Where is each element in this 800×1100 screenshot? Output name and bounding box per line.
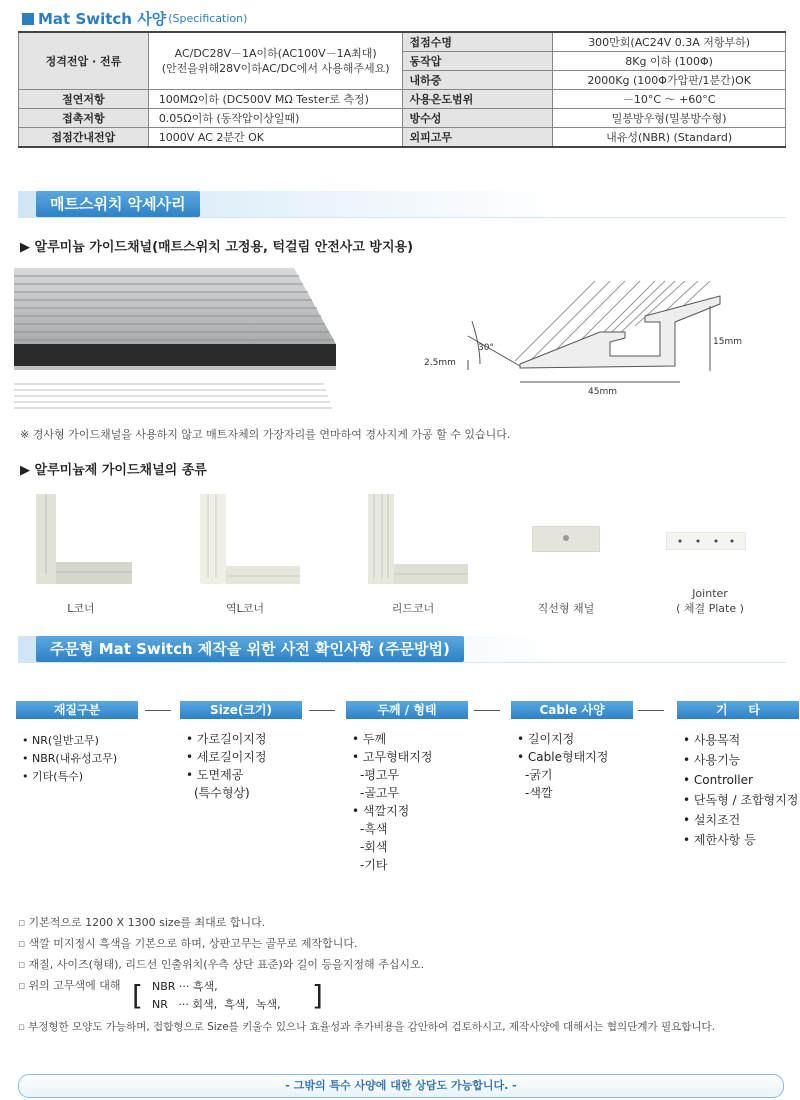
guide-heading: ▶ 알루미늄 가이드채널(매트스위치 고정용, 턱걸림 안전사고 방지용) bbox=[20, 240, 414, 255]
list-item: • 설치조건 bbox=[683, 810, 798, 830]
list-item: • 색깔지정 bbox=[352, 802, 432, 820]
type-caption: L코너 bbox=[67, 602, 95, 615]
list-item: -색깔 bbox=[525, 786, 553, 800]
list-item: • 단독형 / 조합형지정 bbox=[683, 790, 798, 810]
footnote-text: 기본적으로 1200 X 1300 size를 최대로 합니다. bbox=[28, 916, 266, 929]
spec-label: 동작압 bbox=[403, 52, 553, 71]
list-item: -흑색 bbox=[360, 822, 388, 836]
spec-label: 접점수명 bbox=[403, 32, 553, 52]
l-corner-image bbox=[36, 494, 132, 584]
list-item: • 고무형태지정 bbox=[352, 748, 432, 766]
spec-label: 절연저항 bbox=[19, 90, 149, 109]
list-item: (특수형상) bbox=[194, 786, 250, 800]
spec-value: 0.05Ω이하 (동작압이상일때) bbox=[148, 109, 403, 128]
diagram-width-label: 45mm bbox=[588, 387, 617, 397]
color-line: NBR ··· 흑색, bbox=[152, 980, 218, 993]
list-item: • 도면제공 bbox=[186, 766, 266, 784]
spec-table bbox=[18, 31, 786, 148]
guide-channel-diagram bbox=[420, 276, 760, 401]
spec-value: 8Kg 이하 (100Φ) bbox=[553, 52, 786, 71]
list-item: • 두께 bbox=[352, 730, 432, 748]
order-banner-label: 주문형 Mat Switch 제작을 위한 사전 확인사항 (주문방법) bbox=[36, 636, 464, 662]
list-item: • 제한사항 등 bbox=[683, 830, 798, 850]
list-item: • 기타(특수) bbox=[22, 768, 117, 786]
footnote-text: 위의 고무색에 대해 bbox=[28, 979, 121, 992]
spec-label: 접촉저항 bbox=[19, 109, 149, 128]
list-item: • NR(일반고무) bbox=[22, 732, 117, 750]
diagram-height-label: 15mm bbox=[713, 337, 742, 347]
footnote: ▫ 색깔 미지정시 흑색을 기본으로 하며, 상판고무는 골무로 제작합니다. bbox=[18, 937, 358, 950]
accessories-banner-label: 매트스위치 악세사리 bbox=[36, 191, 200, 217]
list-item: -굵기 bbox=[525, 768, 553, 782]
accessories-banner bbox=[18, 191, 786, 218]
list-item: -회색 bbox=[360, 840, 388, 854]
straight-channel-image bbox=[532, 526, 600, 552]
spec-value: 내유성(NBR) (Standard) bbox=[553, 128, 786, 148]
order-box-size: Size(크기) bbox=[180, 701, 302, 719]
footnote-text: 재질, 사이즈(형태), 리드선 인출위치(우측 상단 표준)와 길이 등을지정해 주십시오. bbox=[28, 958, 425, 971]
type-caption-sub: ( 체결 Plate ) bbox=[676, 602, 744, 615]
order-box-cable: Cable 사양 bbox=[511, 701, 633, 719]
types-heading: ▶ 알루미늄제 가이드채널의 종류 bbox=[20, 463, 207, 478]
spec-value: 2000Kg (100Φ가압판/1분간)OK bbox=[553, 71, 786, 90]
title-square-icon bbox=[22, 13, 34, 25]
list-item: • Cable형태지정 bbox=[517, 748, 608, 766]
list-item: • 세로길이지정 bbox=[186, 748, 266, 766]
bottom-consult-bar: - 그밖의 특수 사양에 대한 상담도 가능합니다. - bbox=[18, 1074, 784, 1098]
order-list-material bbox=[22, 732, 117, 786]
spec-value-line: (안전을위해28V이하AC/DC에서 사용해주세요) bbox=[161, 62, 390, 75]
diagram-small-height-label: 2.5mm bbox=[424, 358, 456, 368]
type-caption: Jointer bbox=[692, 587, 728, 600]
spec-value: 밀봉방우형(밀봉방수형) bbox=[553, 109, 786, 128]
spec-label: 외피고무 bbox=[403, 128, 553, 148]
spec-value-line: AC/DC28V－1A이하(AC100V－1A최대) bbox=[174, 47, 377, 60]
jointer-image bbox=[666, 532, 746, 550]
type-caption: 직선형 채널 bbox=[537, 602, 595, 615]
spec-subtitle: (Specification) bbox=[168, 12, 248, 25]
flow-dash bbox=[145, 710, 171, 711]
order-list-thickness bbox=[352, 730, 432, 874]
list-item: • 가로길이지정 bbox=[186, 730, 266, 748]
spec-label: 정격전압 · 전류 bbox=[19, 32, 149, 90]
order-banner bbox=[18, 636, 786, 663]
footnote: ▫ 재질, 사이즈(형태), 리드선 인출위치(우측 상단 표준)와 길이 등을지정해 주십시오. bbox=[18, 958, 425, 971]
flow-dash bbox=[309, 710, 335, 711]
list-item: • 사용목적 bbox=[683, 730, 798, 750]
footnote-text: 색깔 미지정시 흑색을 기본으로 하며, 상판고무는 골무로 제작합니다. bbox=[28, 937, 358, 950]
spec-title bbox=[22, 8, 247, 29]
spec-value: 1000V AC 2분간 OK bbox=[148, 128, 403, 148]
flow-dash bbox=[638, 710, 664, 711]
footnote: ▫ 기본적으로 1200 X 1300 size를 최대로 합니다. bbox=[18, 916, 266, 929]
list-item: -평고무 bbox=[360, 768, 400, 782]
footnote-text: 부정형한 모양도 가능하며, 접합형으로 Size를 키울수 있으나 효율성과 추가비용을 감안하여 검토하시고, 제작사양에 대해서는 협의단계가 필요합니다. bbox=[28, 1021, 715, 1033]
list-item: -기타 bbox=[360, 858, 388, 872]
type-caption: 리드코너 bbox=[391, 602, 435, 615]
order-list-size bbox=[186, 730, 266, 802]
diagram-angle-label: 30° bbox=[478, 343, 494, 353]
bracket-open: [ bbox=[132, 979, 143, 1012]
lead-corner-image bbox=[368, 494, 468, 584]
guide-note: ※ 경사형 가이드채널을 사용하지 않고 매트자체의 가장자리를 연마하여 경사지게 가공 할 수 있습니다. bbox=[20, 428, 511, 441]
spec-value: 300만회(AC24V 0.3A 저항부하) bbox=[553, 32, 786, 52]
footnote: ▫ 부정형한 모양도 가능하며, 접합형으로 Size를 키울수 있으나 효율성과 추가비용을 감안하여 검토하시고, 제작사양에 대해서는 협의단계가 필요합니다. bbox=[18, 1021, 715, 1033]
guide-channel-photo bbox=[14, 264, 344, 414]
list-item: -골고무 bbox=[360, 786, 400, 800]
spec-value bbox=[148, 32, 403, 90]
list-item: • 길이지정 bbox=[517, 730, 608, 748]
order-box-etc: 기 타 bbox=[677, 701, 799, 719]
reverse-l-corner-image bbox=[200, 494, 300, 584]
spec-label: 접점간내전압 bbox=[19, 128, 149, 148]
order-list-cable bbox=[517, 730, 608, 802]
spec-value: －10°C ～ +60°C bbox=[553, 90, 786, 109]
list-item: • NBR(내유성고무) bbox=[22, 750, 117, 768]
spec-label: 내하중 bbox=[403, 71, 553, 90]
order-box-thickness: 두께 / 형태 bbox=[346, 701, 468, 719]
spec-label: 방수성 bbox=[403, 109, 553, 128]
spec-title-text: Mat Switch 사양 bbox=[38, 10, 167, 28]
spec-label: 사용온도범위 bbox=[403, 90, 553, 109]
color-line: NR ··· 회색, 흑색, 녹색, bbox=[152, 998, 281, 1011]
bracket-close: ] bbox=[312, 979, 323, 1012]
list-item: • Controller bbox=[683, 770, 798, 790]
order-list-etc bbox=[683, 730, 798, 850]
order-box-material: 재질구분 bbox=[16, 701, 138, 719]
footnote: ▫ 위의 고무색에 대해 bbox=[18, 979, 121, 992]
list-item: • 사용기능 bbox=[683, 750, 798, 770]
type-caption: 역L코너 bbox=[225, 602, 264, 615]
spec-value: 100MΩ이하 (DC500V MΩ Tester로 측정) bbox=[148, 90, 403, 109]
flow-dash bbox=[474, 710, 500, 711]
